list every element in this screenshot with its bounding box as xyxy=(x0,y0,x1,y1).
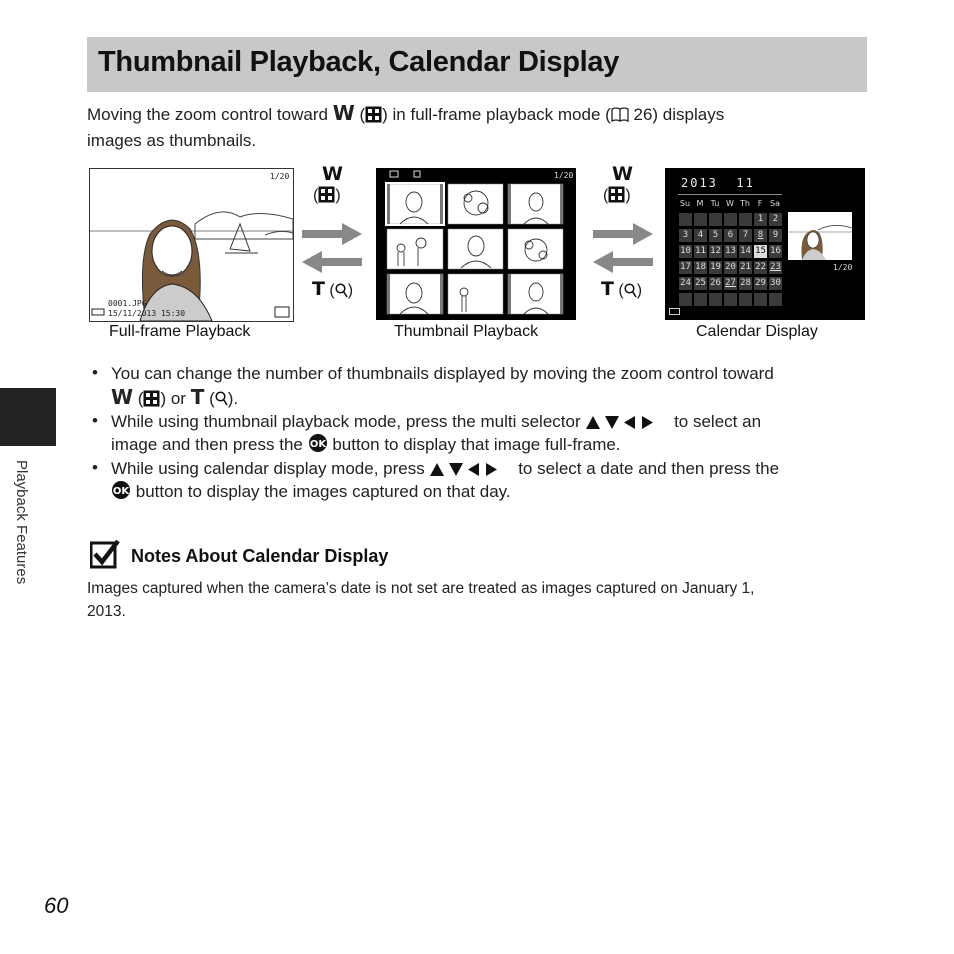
calendar-day-cell[interactable] xyxy=(709,293,722,306)
note-line1: Images captured when the camera’s date is not set are treated as images captured on January 1, xyxy=(87,580,755,597)
w-key-icon-1: ( ) xyxy=(313,187,341,204)
note-line2: 2013. xyxy=(87,603,126,620)
t-key-label-1: T xyxy=(312,278,325,300)
calendar-day-cell[interactable]: 20 xyxy=(725,262,736,272)
fullframe-counter: 1/20 xyxy=(270,172,290,181)
intro-text-ref: 26) displays xyxy=(633,105,725,124)
magnify-icon xyxy=(215,391,228,407)
thumbnail-grid-icon xyxy=(318,186,335,203)
bullet-1-line1: You can change the number of thumbnails displayed by moving the zoom control toward xyxy=(111,364,774,383)
portrait-photo xyxy=(90,169,293,321)
b3-line1-pre: While using calendar display mode, press xyxy=(111,459,425,478)
calendar-day-cell[interactable]: 2 xyxy=(769,213,782,226)
page-number: 60 xyxy=(44,893,69,918)
svg-text:OK: OK xyxy=(309,439,326,450)
calendar-day-cell[interactable]: 12 xyxy=(710,246,721,256)
calendar-day-cell[interactable]: 5 xyxy=(709,229,722,242)
multi-selector-arrows-icon xyxy=(585,415,669,430)
intro-paragraph: Moving the zoom control toward W ( ) in full-frame playback mode ( 26) displays images as thumbnails. xyxy=(87,100,877,154)
bullet-1: You can change the number of thumbnails displayed by moving the zoom control toward W ( ) or T ( ). xyxy=(111,361,881,412)
calendar-day-cell[interactable]: 15 xyxy=(755,246,766,256)
note-title: Notes About Calendar Display xyxy=(131,546,389,566)
calendar-divider xyxy=(678,194,782,195)
calendar-day-cell[interactable]: 24 xyxy=(680,278,691,288)
calendar-day-cell[interactable] xyxy=(769,293,782,306)
thumbnail-grid-icon xyxy=(365,106,382,123)
b2-line2-pre: image and then press the xyxy=(111,435,303,454)
label-thumbnail: Thumbnail Playback xyxy=(394,323,539,340)
bullet-dot-1: • xyxy=(92,363,98,382)
calendar-day-cell[interactable]: 10 xyxy=(680,246,691,256)
zoom-arrows-2 xyxy=(591,222,655,274)
calendar-day-cell[interactable] xyxy=(679,293,692,306)
b1-w-key: W xyxy=(111,385,134,409)
t-key-1: T ( ) xyxy=(312,278,354,300)
thumbnail-screen xyxy=(376,168,576,320)
w-key-label: W xyxy=(332,101,355,125)
calendar-day-cell[interactable]: 14 xyxy=(740,246,751,256)
note-body xyxy=(87,577,877,623)
calendar-day-cell[interactable]: 23 xyxy=(770,262,781,272)
calendar-day-cell[interactable] xyxy=(724,213,737,226)
intro-text-mid: ) in full-frame playback mode ( xyxy=(382,105,611,124)
battery-icon xyxy=(669,308,680,315)
calendar-weekday: F xyxy=(757,199,763,208)
intro-text-pre: Moving the zoom control toward xyxy=(87,105,328,124)
calendar-weekday: Su xyxy=(679,199,691,208)
bullet-3 xyxy=(111,456,881,505)
w-key-2: W xyxy=(612,163,633,185)
b2-line1-pre: While using thumbnail playback mode, press the multi selector xyxy=(111,412,581,431)
calendar-day-cell[interactable]: 9 xyxy=(769,229,782,242)
fullframe-filename: 0001.JPG xyxy=(108,299,147,308)
calendar-year: 2013 xyxy=(681,176,718,190)
calendar-day-cell[interactable] xyxy=(724,293,737,306)
calendar-day-cell[interactable] xyxy=(739,293,752,306)
calendar-day-cell[interactable] xyxy=(739,213,752,226)
calendar-month: 11 xyxy=(736,176,755,190)
calendar-weekday: Sa xyxy=(770,199,780,208)
calendar-day-cell[interactable] xyxy=(679,213,692,226)
fullframe-screen xyxy=(89,168,294,322)
ok-button-icon xyxy=(111,480,131,500)
w-key-1: W xyxy=(322,163,343,185)
b1-end: ). xyxy=(227,389,239,408)
multi-selector-arrows-icon xyxy=(429,462,513,477)
calendar-day-cell[interactable]: 19 xyxy=(710,262,721,272)
calendar-day-cell[interactable]: 17 xyxy=(680,262,691,272)
checkmark-note-icon xyxy=(90,540,120,570)
thumbnail-grid-icon xyxy=(143,390,160,407)
b2-line2-post: button to display that image full-frame. xyxy=(332,435,621,454)
calendar-day-cell[interactable]: 26 xyxy=(710,278,721,288)
t-key-label-2: T xyxy=(601,278,614,300)
calendar-header xyxy=(681,176,755,190)
calendar-day-cell[interactable] xyxy=(694,213,707,226)
calendar-weekday: Th xyxy=(740,199,750,208)
calendar-day-cell[interactable]: 21 xyxy=(740,262,751,272)
b1-t-key: T xyxy=(190,385,205,409)
calendar-weekday: M xyxy=(696,199,704,208)
calendar-weekday: Tu xyxy=(710,199,720,208)
calendar-day-cell[interactable]: 6 xyxy=(724,229,737,242)
thumbnail-counter: 1/20 xyxy=(554,171,574,180)
b3-line2-post: button to display the images captured on that day. xyxy=(135,482,511,501)
label-calendar: Calendar Display xyxy=(696,323,818,340)
b1-or: ) or xyxy=(160,389,186,408)
b3-line1-post: to select a date and then press the xyxy=(518,459,780,478)
calendar-day-cell[interactable]: 7 xyxy=(739,229,752,242)
calendar-weekday: W xyxy=(726,199,734,208)
calendar-day-cell[interactable]: 16 xyxy=(770,246,781,256)
side-tab-text: Playback Features xyxy=(13,460,30,585)
zoom-arrows-1 xyxy=(300,222,364,274)
calendar-day-cell[interactable] xyxy=(754,293,767,306)
w-key-icon-2: ( ) xyxy=(603,187,631,204)
ok-button-icon xyxy=(308,433,328,453)
calendar-day-cell[interactable]: 27 xyxy=(725,278,736,288)
label-fullframe: Full-frame Playback xyxy=(109,323,251,340)
calendar-day-cell[interactable]: 29 xyxy=(755,278,766,288)
b2-line1-post: to select an xyxy=(674,412,762,431)
calendar-day-cell[interactable]: 8 xyxy=(754,229,767,242)
calendar-day-cell[interactable]: 22 xyxy=(755,262,766,272)
thumbnail-grid-icon xyxy=(608,186,625,203)
thumbnail-grid xyxy=(376,168,576,320)
calendar-day-cell[interactable]: 25 xyxy=(695,278,706,288)
calendar-day-cell[interactable]: 30 xyxy=(770,278,781,288)
bullet-dot-3: • xyxy=(92,458,98,477)
calendar-day-cell[interactable] xyxy=(694,293,707,306)
side-tab-label xyxy=(5,460,30,610)
fullframe-datetime: 15/11/2013 15:30 xyxy=(108,309,186,318)
calendar-day-cell[interactable]: 28 xyxy=(740,278,751,288)
magnify-icon xyxy=(624,283,637,298)
calendar-screen xyxy=(665,168,865,320)
book-reference-icon xyxy=(611,107,629,123)
magnify-icon xyxy=(335,283,348,298)
calendar-day-cell[interactable]: 4 xyxy=(694,229,707,242)
calendar-counter: 1/20 xyxy=(833,263,853,272)
calendar-day-cell[interactable]: 11 xyxy=(695,246,706,256)
calendar-day-cell[interactable]: 18 xyxy=(695,262,706,272)
calendar-preview-photo xyxy=(788,212,852,260)
calendar-day-cell[interactable]: 13 xyxy=(725,246,736,256)
side-tab-marker xyxy=(0,388,56,446)
t-key-2: T ( ) xyxy=(601,278,643,300)
calendar-day-cell[interactable]: 1 xyxy=(754,213,767,226)
bullet-2 xyxy=(111,409,881,458)
bullet-dot-2: • xyxy=(92,411,98,430)
calendar-day-cell[interactable]: 3 xyxy=(679,229,692,242)
svg-text:OK: OK xyxy=(112,486,130,497)
intro-line2: images as thumbnails. xyxy=(87,131,257,150)
page-title: Thumbnail Playback, Calendar Display xyxy=(98,46,620,78)
calendar-day-cell[interactable] xyxy=(709,213,722,226)
